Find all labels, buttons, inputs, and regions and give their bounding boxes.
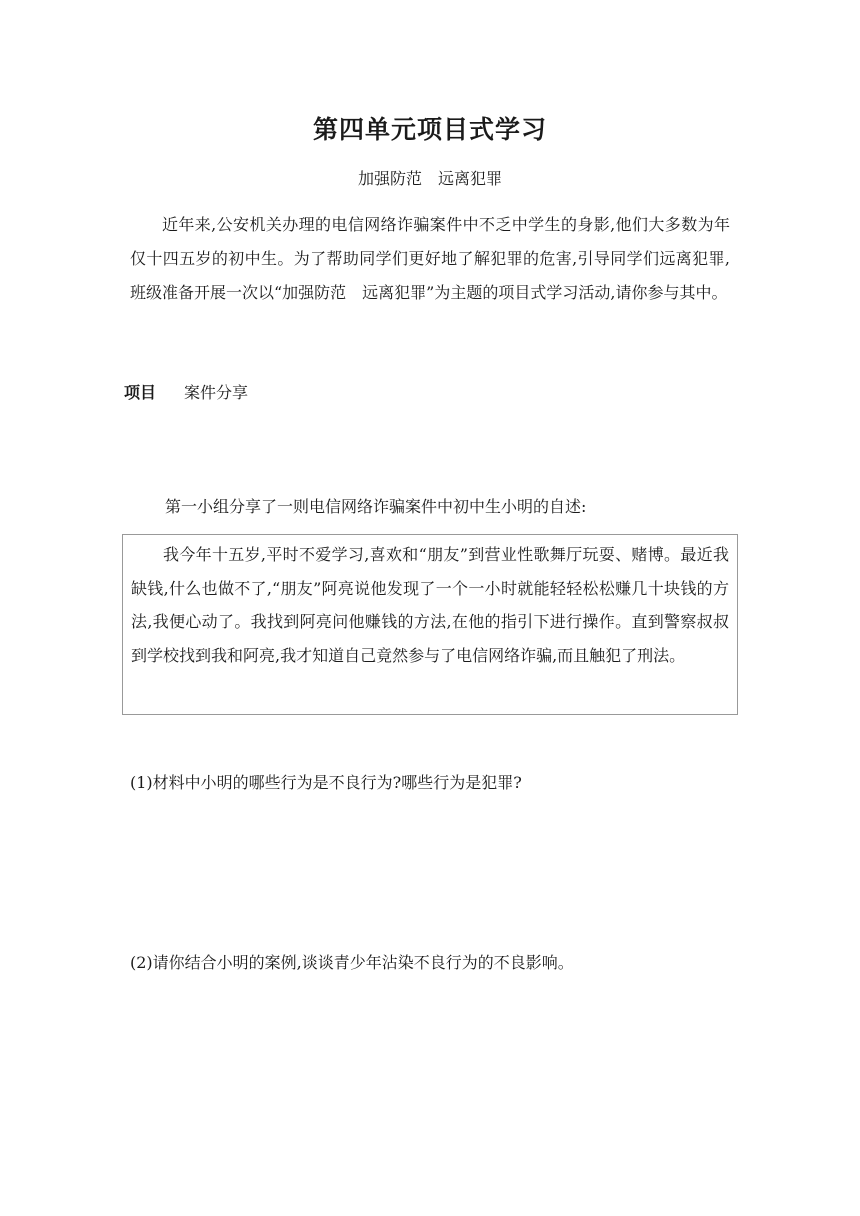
intro-paragraph: 近年来,公安机关办理的电信网络诈骗案件中不乏中学生的身影,他们大多数为年仅十四五岁的初中生。为了帮助同学们更好地了解犯罪的危害,引导同学们远离犯罪,班级准备开展一次以“加强防范 远离犯罪”为主题的项目式学习活动,请你参与其中。 [130, 215, 730, 302]
case-story-text: 我今年十五岁,平时不爱学习,喜欢和“朋友”到营业性歌舞厅玩耍、赌博。最近我缺钱,什么也做不了,“朋友”阿亮说他发现了一个一小时就能轻轻松松赚几十块钱的方法,我便心动了。我找到阿亮问他赚钱的方法,在他的指引下进行操作。直到警察叔叔到学校找到我和阿亮,我才知道自己竟然参与了电信网络诈骗,而且触犯了刑法。 [131, 545, 729, 665]
question-1: (1)材料中小明的哪些行为是不良行为?哪些行为是犯罪? [130, 773, 522, 792]
lead-sentence: 第一小组分享了一则电信网络诈骗案件中初中生小明的自述: [165, 497, 587, 516]
subtitle: 加强防范 远离犯罪 [357, 169, 502, 188]
project-name: 案件分享 [184, 383, 249, 402]
project-label: 项目 [124, 383, 157, 402]
case-story-box [122, 534, 738, 715]
project-heading [124, 380, 248, 403]
question-2: (2)请你结合小明的案例,谈谈青少年沾染不良行为的不良影响。 [130, 953, 574, 972]
page-title: 第四单元项目式学习 [312, 115, 547, 144]
